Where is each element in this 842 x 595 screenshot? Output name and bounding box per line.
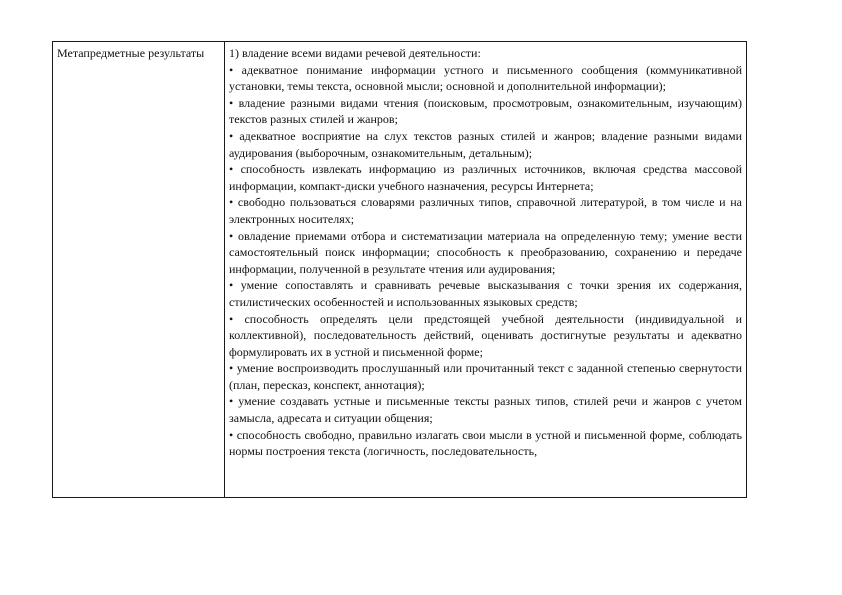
bullet-mark: • xyxy=(229,361,234,376)
content-wrap xyxy=(229,45,742,497)
bullet-mark: • xyxy=(229,311,234,326)
list-item-text: умение создавать устные и письменные тексты разных типов, стилей речи и жанров с учетом замысла, адресата и ситуации общения; xyxy=(229,394,742,426)
list-item-text: овладение приемами отбора и систематизации материала на определенную тему; умение вести самостоятельный поиск информации; способность к преобразованию, сохранению и передаче информации, полученной в результате чтения или аудирования; xyxy=(229,228,742,276)
results-table xyxy=(52,41,747,498)
content-cell xyxy=(225,42,747,498)
list-item xyxy=(229,393,742,426)
list-item xyxy=(229,228,742,278)
row-label-text: Метапредметные результаты xyxy=(57,46,205,60)
list-item-text: свободно пользоваться словарями различных типов, справочной литературой, в том числе и на электронных носителях; xyxy=(229,195,742,226)
list-item xyxy=(229,194,742,227)
row-label-cell xyxy=(53,42,225,498)
bullet-mark: • xyxy=(229,394,234,409)
table-row xyxy=(53,42,747,498)
bullet-mark: • xyxy=(229,228,234,243)
bullet-mark: • xyxy=(229,128,234,143)
bullet-mark: • xyxy=(229,278,234,293)
list-item-text: умение воспроизводить прослушанный или прочитанный текст с заданной степенью свернутости (план, пересказ, конспект, аннотация); xyxy=(229,361,742,392)
list-item xyxy=(229,427,742,460)
list-item-text: адекватное понимание информации устного и письменного сообщения (коммуникативной установки, темы текста, основной мысли; основной и дополнительной информации); xyxy=(229,62,742,94)
bullet-mark: • xyxy=(229,195,234,210)
list-item-text: способность свободно, правильно излагать свои мысли в устной и письменной форме, соблюдать нормы построения текста (логичность, последовательность, xyxy=(229,427,742,459)
bullet-mark: • xyxy=(229,62,234,77)
list-item xyxy=(229,277,742,310)
bullet-mark: • xyxy=(229,95,234,110)
list-item xyxy=(229,161,742,194)
list-item xyxy=(229,128,742,161)
list-item-text: способность извлекать информацию из различных источников, включая средства массовой информации, компакт-диски учебного назначения, ресурсы Интернета; xyxy=(229,162,742,193)
list-item-text: адекватное восприятие на слух текстов разных стилей и жанров; владение разными видами аудирования (выборочным, ознакомительным, детальным); xyxy=(229,128,742,160)
list-item xyxy=(229,360,742,393)
list-item-text: умение сопоставлять и сравнивать речевые высказывания с точки зрения их содержания, стилистических особенностей и использованных языковых средств; xyxy=(229,278,742,309)
list-item-text: владение разными видами чтения (поисковым, просмотровым, ознакомительным, изучающим) текстов разных стилей и жанров; xyxy=(229,95,742,127)
list-item xyxy=(229,311,742,361)
list-item-text: способность определять цели предстоящей учебной деятельности (индивидуальной и коллективной), последовательность действий, оценивать достигнутые результаты и адекватно формулировать их в устной и письменной форме; xyxy=(229,311,742,359)
list-item xyxy=(229,62,742,95)
list-item xyxy=(229,95,742,128)
bullet-list xyxy=(229,62,742,460)
bullet-mark: • xyxy=(229,427,234,442)
content-heading: 1) владение всеми видами речевой деятельности: xyxy=(229,46,481,60)
bullet-mark: • xyxy=(229,162,234,177)
